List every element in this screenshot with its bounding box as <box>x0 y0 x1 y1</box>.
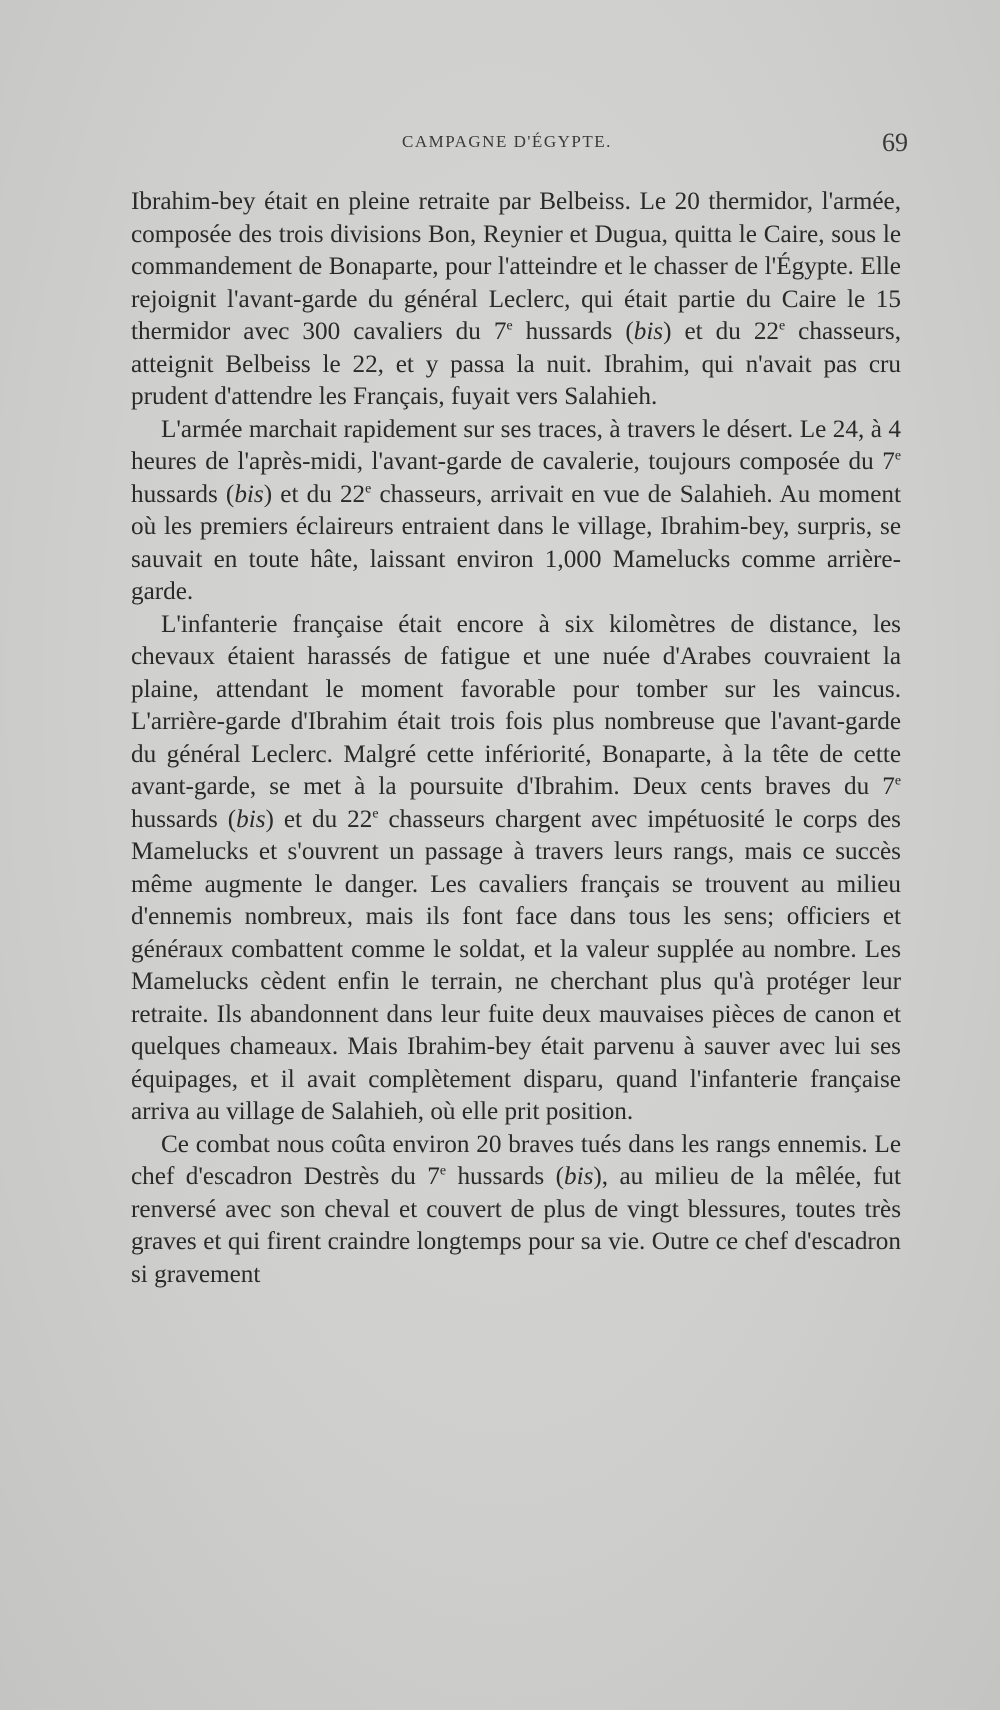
page-number: 69 <box>882 128 908 157</box>
text-run: chasseurs, arrivait en vue de Salahieh. Au moment où les premiers éclaireurs entraient dans le village, Ibrahim-bey, surpris, se sauvait en toute hâte, laissant environ 1,000 Mamelucks comme arrière-garde. <box>131 480 901 605</box>
italic-text: bis <box>633 318 664 345</box>
running-title: CAMPAGNE D'ÉGYPTE. <box>402 132 612 151</box>
text-run: hussards ( <box>446 1163 565 1190</box>
text-run: ) et du 22 <box>265 805 373 833</box>
paragraph <box>131 414 901 609</box>
superscript: e <box>365 480 372 496</box>
paragraph <box>131 609 901 1129</box>
body-text <box>131 186 901 1291</box>
paragraph <box>131 186 901 414</box>
text-run: chasseurs chargent avec impétuosité le corps des Mamelucks et s'ouvrent un passage à travers leurs rangs, mais ce succès même augmente le danger. Les cavaliers français se trouvent au milieu d'ennemis nombreux, mais ils font face dans tous les sens; officiers et généraux combattent comme le soldat, et la valeur supplée au nombre. Les Mamelucks cèdent enfin le terrain, ne cherchant plus qu'à protéger leur retraite. Ils abandonnent dans leur fuite deux mauvaises pièces de canon et quelques chameaux. Mais Ibrahim-bey était parvenu à sauver avec lui ses équipages, et il avait complètement disparu, quand l'infanterie française arriva au village de Salahieh, où elle prit position. <box>131 805 901 1125</box>
superscript: e <box>894 772 901 788</box>
page-header <box>0 128 1000 162</box>
text-run: ) et du 22 <box>263 480 366 508</box>
text-run: chasseurs, atteignit Belbeiss le 22, et y passa la nuit. Ibrahim, qui n'avait pas cru prudent d'attendre les Français, fuyait vers Salahieh. <box>131 318 901 410</box>
superscript: e <box>439 1162 447 1178</box>
text-run: Ce combat nous coûta environ 20 braves tués dans les rangs ennemis. Le chef d'escadron Destrès du 7 <box>131 1130 901 1190</box>
paragraph <box>131 1129 901 1292</box>
italic-text: bis <box>564 1163 594 1190</box>
text-run: ), au milieu de la mêlée, fut renversé avec son cheval et couvert de plus de vingt blessures, toutes très graves et qui firent craindre longtemps pour sa vie. Outre ce chef d'escadron si gravement <box>131 1163 901 1288</box>
superscript: e <box>506 317 513 333</box>
superscript: e <box>779 317 786 333</box>
text-run: L'armée marchait rapidement sur ses traces, à travers le désert. Le 24, à 4 heures de l'après-midi, l'avant-garde de cavalerie, toujours composée du 7 <box>131 415 901 475</box>
text-run: L'infanterie française était encore à six kilomètres de distance, les chevaux étaient harassés de fatigue et une nuée d'Arabes couvraient la plaine, attendant le moment favorable pour tomber sur les vaincus. L'arrière-garde d'Ibrahim était trois fois plus nombreuse que l'avant-garde du général Leclerc. Malgré cette infériorité, Bonaparte, à la tête de cette avant-garde, se met à la poursuite d'Ibrahim. Deux cents braves du 7 <box>131 610 901 800</box>
text-run: Ibrahim-bey était en pleine retraite par Belbeiss. Le 20 thermidor, l'armée, composée des trois divisions Bon, Reynier et Dugua, quitta le Caire, sous le commandement de Bonaparte, pour l'atteindre et le chasser de l'Égypte. Elle rejoignit l'avant-garde du général Leclerc, qui était partie du Caire le 15 thermidor avec 300 cavaliers du 7 <box>131 188 901 345</box>
italic-text: bis <box>234 480 264 508</box>
text-run: ) et du 22 <box>663 318 780 345</box>
text-run: hussards ( <box>131 805 237 833</box>
text-run: hussards ( <box>512 318 634 345</box>
italic-text: bis <box>236 805 266 833</box>
superscript: e <box>894 447 901 463</box>
superscript: e <box>372 805 379 821</box>
text-run: hussards ( <box>131 480 235 508</box>
